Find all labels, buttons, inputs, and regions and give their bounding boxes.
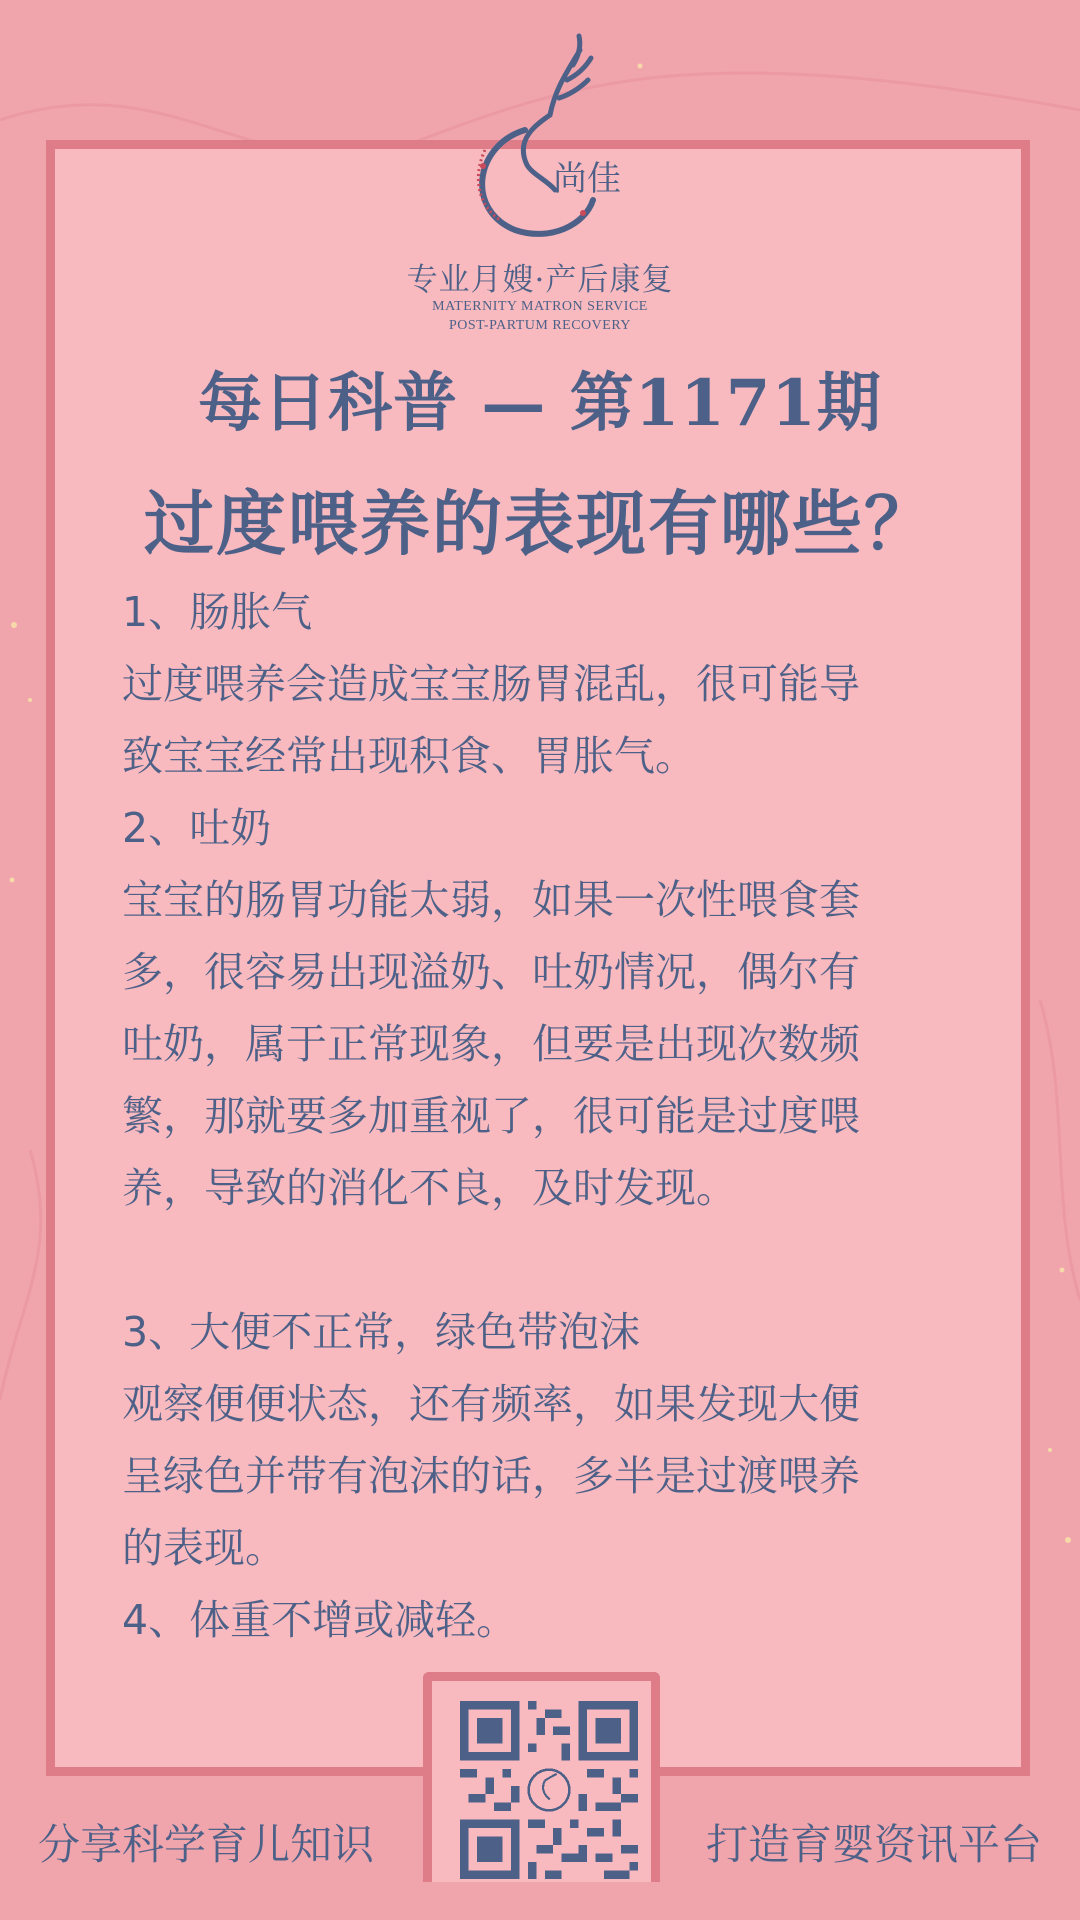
section-heading-1: 1、肠胀气 <box>122 588 313 636</box>
section-heading-4: 4、体重不增或减轻。 <box>122 1596 518 1644</box>
article-body <box>122 576 972 1656</box>
deer-head-logo-icon <box>455 30 630 240</box>
qr-code-frame <box>423 1672 660 1882</box>
spacer <box>122 1224 972 1296</box>
body-line: 呈绿色并带有泡沫的话，多半是过渡喂养 <box>122 1452 860 1500</box>
body-line: 的表现。 <box>122 1524 286 1572</box>
question-title: 过度喂养的表现有哪些？ <box>144 482 936 565</box>
issue-title: 每日科普 — 第1171期 <box>198 366 882 441</box>
body-line: 观察便便状态，还有频率，如果发现大便 <box>122 1380 860 1428</box>
svg-text:尚佳: 尚佳 <box>553 159 621 199</box>
brand-tagline: 专业月嫂·产后康复 <box>406 262 674 298</box>
brand-english-line-2: POST-PARTUM RECOVERY <box>448 318 631 333</box>
body-line: 致宝宝经常出现积食、胃胀气。 <box>122 732 696 780</box>
body-line: 多，很容易出现溢奶、吐奶情况，偶尔有 <box>122 948 860 996</box>
body-line: 过度喂养会造成宝宝肠胃混乱，很可能导 <box>122 660 860 708</box>
section-heading-2: 2、吐奶 <box>122 804 272 852</box>
body-line: 养，导致的消化不良，及时发现。 <box>122 1164 737 1212</box>
brand-english-line-1: MATERNITY MATRON SERVICE <box>432 299 648 314</box>
section-heading-3: 3、大便不正常，绿色带泡沫 <box>122 1308 641 1356</box>
body-line: 繁，那就要多加重视了，很可能是过度喂 <box>122 1092 860 1140</box>
footer-left-slogan: 分享科学育儿知识 <box>38 1820 375 1869</box>
body-line: 吐奶，属于正常现象，但要是出现次数频 <box>122 1020 860 1068</box>
body-line: 宝宝的肠胃功能太弱，如果一次性喂食套 <box>122 876 860 924</box>
footer-right-slogan: 打造育婴资讯平台 <box>705 1820 1042 1869</box>
qr-code-icon[interactable] <box>460 1701 638 1879</box>
